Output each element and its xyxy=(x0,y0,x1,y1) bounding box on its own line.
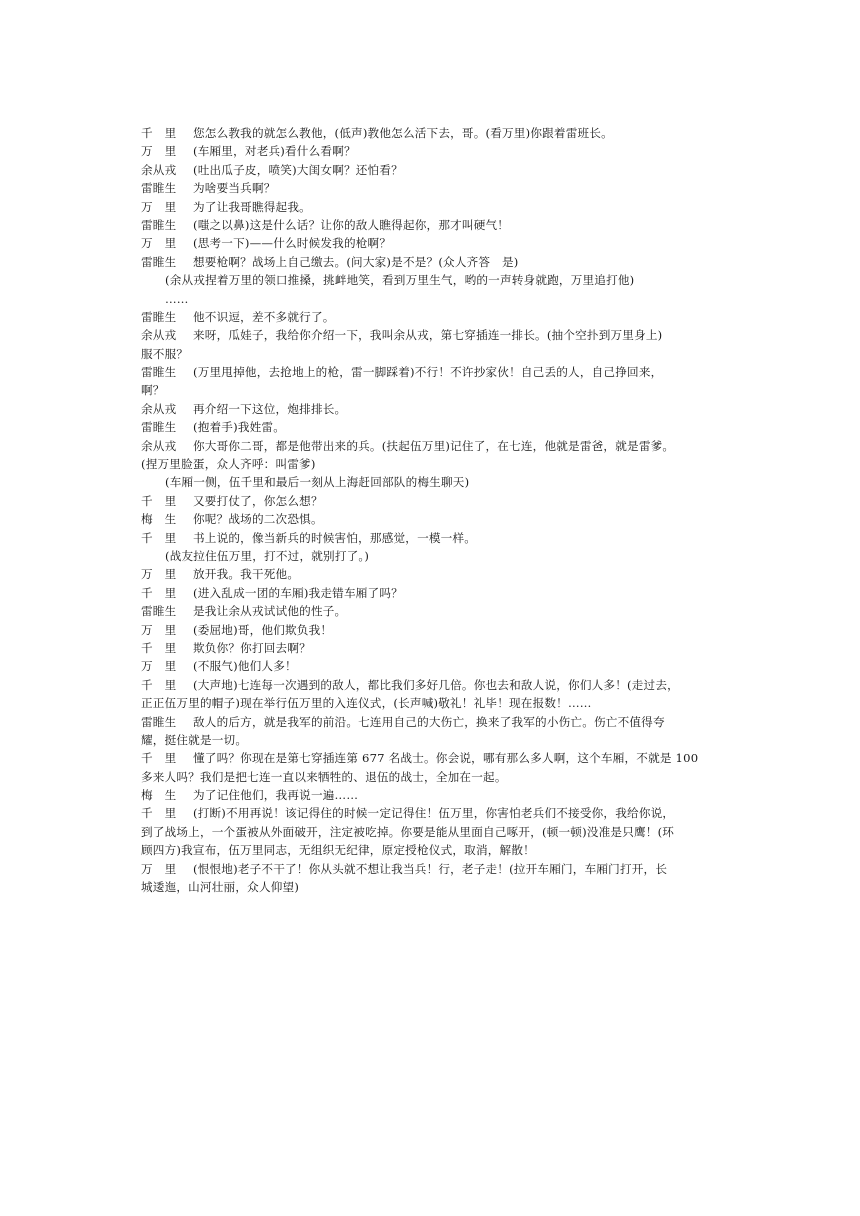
dialogue-line xyxy=(141,492,711,510)
speaker-name: 雷睢生 xyxy=(141,604,177,619)
line-text: 耀，挺住就是一切。 xyxy=(141,732,248,747)
line-text: 懂了吗？你现在是第七穿插连第 677 名战士。你会说，哪有那么多人啊，这个车厢，不就是 100 xyxy=(193,751,699,766)
dialogue-line xyxy=(141,308,711,326)
dialogue-line xyxy=(141,198,711,216)
stage-direction xyxy=(141,290,711,308)
speaker-name: 千 里 xyxy=(141,677,177,692)
dialogue-continuation xyxy=(141,731,711,749)
dialogue-continuation xyxy=(141,381,711,399)
speaker-name: 千 里 xyxy=(141,806,177,821)
line-text: 城逶迤，山河壮丽，众人仰望) xyxy=(141,880,300,895)
speaker-name: 梅 生 xyxy=(141,788,177,803)
line-text: (车厢里，对老兵)看什么看啊？ xyxy=(193,144,356,159)
line-text: 再介绍一下这位，炮排排长。 xyxy=(193,401,347,416)
speaker-name: 雷睢生 xyxy=(141,181,177,196)
dialogue-line xyxy=(141,529,711,547)
dialogue-line xyxy=(141,400,711,418)
speaker-name: 余从戎 xyxy=(141,438,177,453)
line-text: (大声地)七连每一次遇到的敌人，都比我们多好几倍。你也去和敌人说，你们人多！(走过去， xyxy=(193,677,679,692)
speaker-name: 余从戎 xyxy=(141,401,177,416)
line-text: 又要打仗了，你怎么想？ xyxy=(193,493,323,508)
speaker-name: 千 里 xyxy=(141,493,177,508)
line-text: 多来人吗？我们是把七连一直以来牺牲的、退伍的战士，全加在一起。 xyxy=(141,769,507,784)
script-page xyxy=(141,124,711,896)
speaker-name: 万 里 xyxy=(141,622,177,637)
line-text: 顾四方)我宣布，伍万里同志，无组织无纪律，原定授枪仪式，取消，解散！ xyxy=(141,843,535,858)
line-text: 来呀，瓜娃子，我给你介绍一下，我叫余从戎，第七穿插连一排长。(抽个空扑到万里身上) xyxy=(193,328,663,343)
dialogue-line xyxy=(141,216,711,234)
speaker-name: 梅 生 xyxy=(141,512,177,527)
dialogue-line xyxy=(141,676,711,694)
speaker-name: 万 里 xyxy=(141,567,177,582)
speaker-name: 千 里 xyxy=(141,640,177,655)
speaker-name: 雷睢生 xyxy=(141,254,177,269)
line-text: 你呢？战场的二次恐惧。 xyxy=(193,512,323,527)
speaker-name: 雷睢生 xyxy=(141,309,177,324)
dialogue-line xyxy=(141,142,711,160)
line-text: 你大哥你二哥，都是他带出来的兵。(扶起伍万里)记住了，在七连，他就是雷爸，就是雷爹。 xyxy=(193,438,675,453)
line-text: (战友拉住伍万里，打不过，就别打了。) xyxy=(165,548,370,563)
line-text: 啊？ xyxy=(141,383,165,398)
dialogue-line xyxy=(141,161,711,179)
line-text: 服不服？ xyxy=(141,346,189,361)
speaker-name: 雷睢生 xyxy=(141,217,177,232)
line-text: 到了战场上，一个蛋被从外面破开，注定被吃掉。你要是能从里面自己啄开，(顿一顿)没准是只鹰！(环 xyxy=(141,824,675,839)
dialogue-continuation xyxy=(141,823,711,841)
dialogue-line xyxy=(141,860,711,878)
line-text: (打断)不用再说！该记得住的时候一定记得住！伍万里，你害怕老兵们不接受你，我给你说， xyxy=(193,806,675,821)
line-text: (万里甩掉他，去抢地上的枪，雷一脚踩着)不行！不许抄家伙！自己丢的人，自己挣回来， xyxy=(193,365,663,380)
dialogue-line xyxy=(141,510,711,528)
line-text: (抱着手)我姓雷。 xyxy=(193,420,286,435)
dialogue-line xyxy=(141,621,711,639)
speaker-name: 千 里 xyxy=(141,585,177,600)
dialogue-line xyxy=(141,584,711,602)
dialogue-line xyxy=(141,363,711,381)
dialogue-line xyxy=(141,124,711,142)
stage-direction xyxy=(141,473,711,491)
speaker-name: 千 里 xyxy=(141,126,177,140)
speaker-name: 余从戎 xyxy=(141,162,177,177)
stage-direction xyxy=(141,547,711,565)
dialogue-line xyxy=(141,565,711,583)
line-text: (思考一下)——什么时候发我的枪啊？ xyxy=(193,236,392,251)
dialogue-continuation xyxy=(141,345,711,363)
line-text: 欺负你？你打回去啊？ xyxy=(193,640,311,655)
line-text: (进入乱成一团的车厢)我走错车厢了吗？ xyxy=(193,585,403,600)
line-text: (恨恨地)老子不干了！你从头就不想让我当兵！行，老子走！(拉开车厢门，车厢门打开，长 xyxy=(193,861,668,876)
dialogue-line xyxy=(141,179,711,197)
speaker-name: 千 里 xyxy=(141,751,177,766)
dialogue-continuation xyxy=(141,768,711,786)
speaker-name: 万 里 xyxy=(141,199,177,214)
dialogue-continuation xyxy=(141,841,711,859)
dialogue-line xyxy=(141,639,711,657)
line-text: 是我让余从戎试试他的性子。 xyxy=(193,604,347,619)
line-text: 书上说的，像当新兵的时候害怕，那感觉，一模一样。 xyxy=(193,530,477,545)
line-text: 为了记住他们，我再说一遍…… xyxy=(193,788,359,803)
line-text: (委屈地)哥，他们欺负我！ xyxy=(193,622,333,637)
line-text: 为了让我哥瞧得起我。 xyxy=(193,199,311,214)
speaker-name: 千 里 xyxy=(141,530,177,545)
dialogue-line xyxy=(141,234,711,252)
line-text: 敌人的后方，就是我军的前沿。七连用自己的大伤亡，换来了我军的小伤亡。伤亡不值得夸 xyxy=(193,714,665,729)
line-text: 您怎么教我的就怎么教他，(低声)教他怎么活下去，哥。(看万里)你跟着雷班长。 xyxy=(193,126,613,140)
dialogue-continuation xyxy=(141,878,711,896)
dialogue-line xyxy=(141,253,711,271)
speaker-name: 万 里 xyxy=(141,236,177,251)
speaker-name: 雷睢生 xyxy=(141,420,177,435)
line-text: (余从戎捏着万里的领口推搡，挑衅地笑，看到万里生气，哟的一声转身就跑，万里追打他) xyxy=(165,273,635,288)
line-text: 放开我。我干死他。 xyxy=(193,567,300,582)
line-text: (车厢一侧，伍千里和最后一刻从上海赶回部队的梅生聊天) xyxy=(165,475,470,490)
stage-direction xyxy=(141,271,711,289)
dialogue-line xyxy=(141,602,711,620)
dialogue-line xyxy=(141,657,711,675)
dialogue-line xyxy=(141,786,711,804)
line-text: 他不识逗，差不多就行了。 xyxy=(193,309,335,324)
line-text: (嗤之以鼻)这是什么话？让你的敌人瞧得起你，那才叫硬气！ xyxy=(193,217,510,232)
dialogue-line xyxy=(141,418,711,436)
dialogue-line xyxy=(141,749,711,767)
line-text: …… xyxy=(165,291,189,306)
line-text: 为啥要当兵啊？ xyxy=(193,181,276,196)
dialogue-line xyxy=(141,713,711,731)
dialogue-continuation xyxy=(141,455,711,473)
speaker-name: 万 里 xyxy=(141,659,177,674)
speaker-name: 雷睢生 xyxy=(141,714,177,729)
speaker-name: 万 里 xyxy=(141,144,177,159)
speaker-name: 余从戎 xyxy=(141,328,177,343)
dialogue-line xyxy=(141,437,711,455)
line-text: 正正伍万里的帽子)现在举行伍万里的入连仪式，(长声喊)敬礼！礼毕！现在报数！…… xyxy=(141,696,592,711)
line-text: (捏万里脸蛋，众人齐呼：叫雷爹) xyxy=(141,457,316,472)
line-text: (不服气)他们人多！ xyxy=(193,659,297,674)
line-text: (吐出瓜子皮，喷笑)大闺女啊？还怕看？ xyxy=(193,162,403,177)
dialogue-continuation xyxy=(141,694,711,712)
dialogue-line xyxy=(141,326,711,344)
speaker-name: 雷睢生 xyxy=(141,365,177,380)
line-text: 想要枪啊？战场上自己缴去。(问大家)是不是？(众人齐答 是) xyxy=(193,254,519,269)
dialogue-line xyxy=(141,804,711,822)
speaker-name: 万 里 xyxy=(141,861,177,876)
